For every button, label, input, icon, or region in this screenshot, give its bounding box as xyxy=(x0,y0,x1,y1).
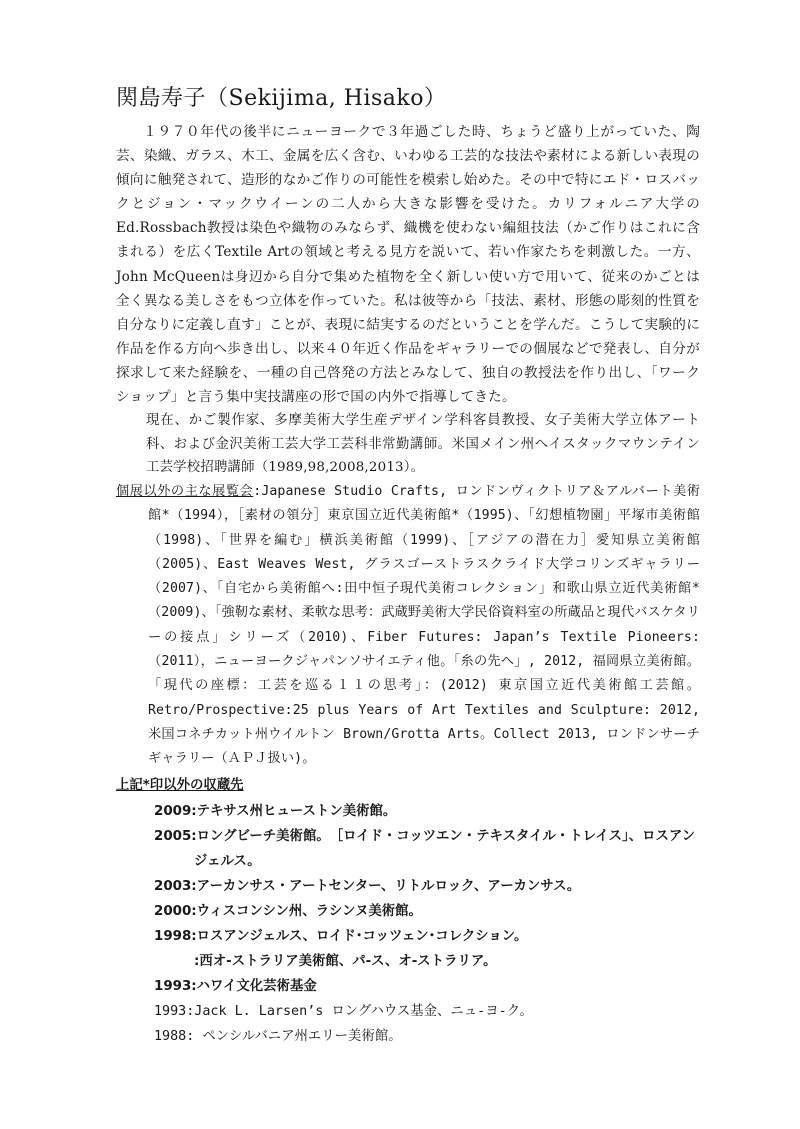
exhibitions-label: 個展以外の主な展覧会 xyxy=(116,483,254,499)
collection-item: 2005:ロングビーチ美術館。 ［ロイド・コッツエン・テキスタイル・トレイス」、ロスアンジェルス。 xyxy=(154,829,696,870)
collection-item: 2009:テキサス州ヒューストン美術館。 xyxy=(154,804,397,820)
collection-item: 1988: ペンシルバニア州エリー美術館。 xyxy=(154,1029,402,1045)
collection-item: 1998:ロスアンジェルス、ロイド･コッツェン･コレクション。 xyxy=(154,929,528,945)
collection-item: 1993:Jack L. Larsen’s ロングハウス基金、ニュ-ヨ-ク。 xyxy=(154,1004,533,1020)
collection-item: 2000:ウィスコンシン州、ラシンヌ美術館。 xyxy=(154,904,422,920)
collection-item: 2003:アーカンサス・アートセンター、リトルロック、アーカンサス。 xyxy=(154,879,581,895)
collections-list xyxy=(116,799,700,1049)
page-title: 関島寿子（Sekijima, Hisako） xyxy=(116,86,447,111)
current-positions-paragraph: 現在、かご製作家、多摩美術大学生産デザイン学科客員教授、女子美術大学立体アート科、および金沢美術工芸大学工芸科非常勤講師。米国メイン州へイスタックマウンテイン工芸学校招聘講師（1989,98,2008,2013）。 xyxy=(146,413,700,476)
collection-item: 1993:ハワイ文化芸術基金 xyxy=(154,979,317,995)
exhibitions-text: :Japanese Studio Crafts, ロンドンヴィクトリア＆アルバート美術館*（1994），［素材の領分］東京国立近代美術館*（1995)、「幻想植物園」平塚市美術館（1998)、「世界を編む」横浜美術館（1999)、［アジアの潜在力］愛知県立美術館（2005)、East Weaves West, グラスゴーストラスクライド大学コリンズギャラリー（2007)、「自宅から美術館へ:田中恒子現代美術コレクション」和歌山県立近代美術館*（2009)、「強靭な素材、柔軟な思考：武蔵野美術大学民俗資料室の所蔵品と現代バスケタリーの接点」シリーズ（2010)、Fiber Futures: Japan’s Textile Pioneers:（2011），ニューヨークジャパンソサイエティ他。「糸の先へ」, 2012, 福岡県立美術館。「現代の座標：工芸を巡る１１の思考」：(2012) 東京国立近代美術館工芸館。Retro/Prospective:25 plus Years of Art Textiles and Sculpture: 2012, 米国コネチカット州ウイルトン Brown/Grotta Arts。Collect 2013, ロンドンサーチギャラリー（ＡＰＪ扱い)。 xyxy=(148,483,701,767)
exhibitions-paragraph xyxy=(116,480,700,772)
biography-paragraph: １９７０年代の後半にニューヨークで３年過ごした時、ちょうど盛り上がっていた、陶芸、染織、ガラス、木工、金属を広く含む、いわゆる工芸的な技法や素材による新しい表現の傾向に触発されて、造形的なかご作りの可能性を模索し始めた。その中で特にエド・ロスバックとジョン・マックウイーンの二人から大きな影響を受けた。カリフォルニア大学のEd.Rossbach教授は染色や織物のみならず、織機を使わない編組技法（かご作りはこれに含まれる）を広くTextile Artの領域と考える見方を説いて、若い作家たちを刺激した。一方、John McQueenは身辺から自分で集めた植物を全く新しい使い方で用いて、従来のかごとは全く異なる美しさをもつ立体を作っていた。私は彼等から「技法、素材、形態の彫刻的性質を自分なりに定義し直す」ことが、表現に結実するのだということを学んだ。こうして実験的に作品を作る方向へ歩き出し、以来４０年近く作品をギャラリーでの個展などで発表し、自分が探求して来た経験を、一種の自己啓発の方法とみなして、独自の教授法を作り出し、「ワークショップ」と言う集中実技講座の形で国の内外で指導してきた。 xyxy=(116,124,700,406)
collections-heading: 上記*印以外の収蔵先 xyxy=(116,778,244,794)
collection-item-continuation: :西オ-ストラリア美術館、パ-ス、オ-ストラリア。 xyxy=(194,954,497,970)
